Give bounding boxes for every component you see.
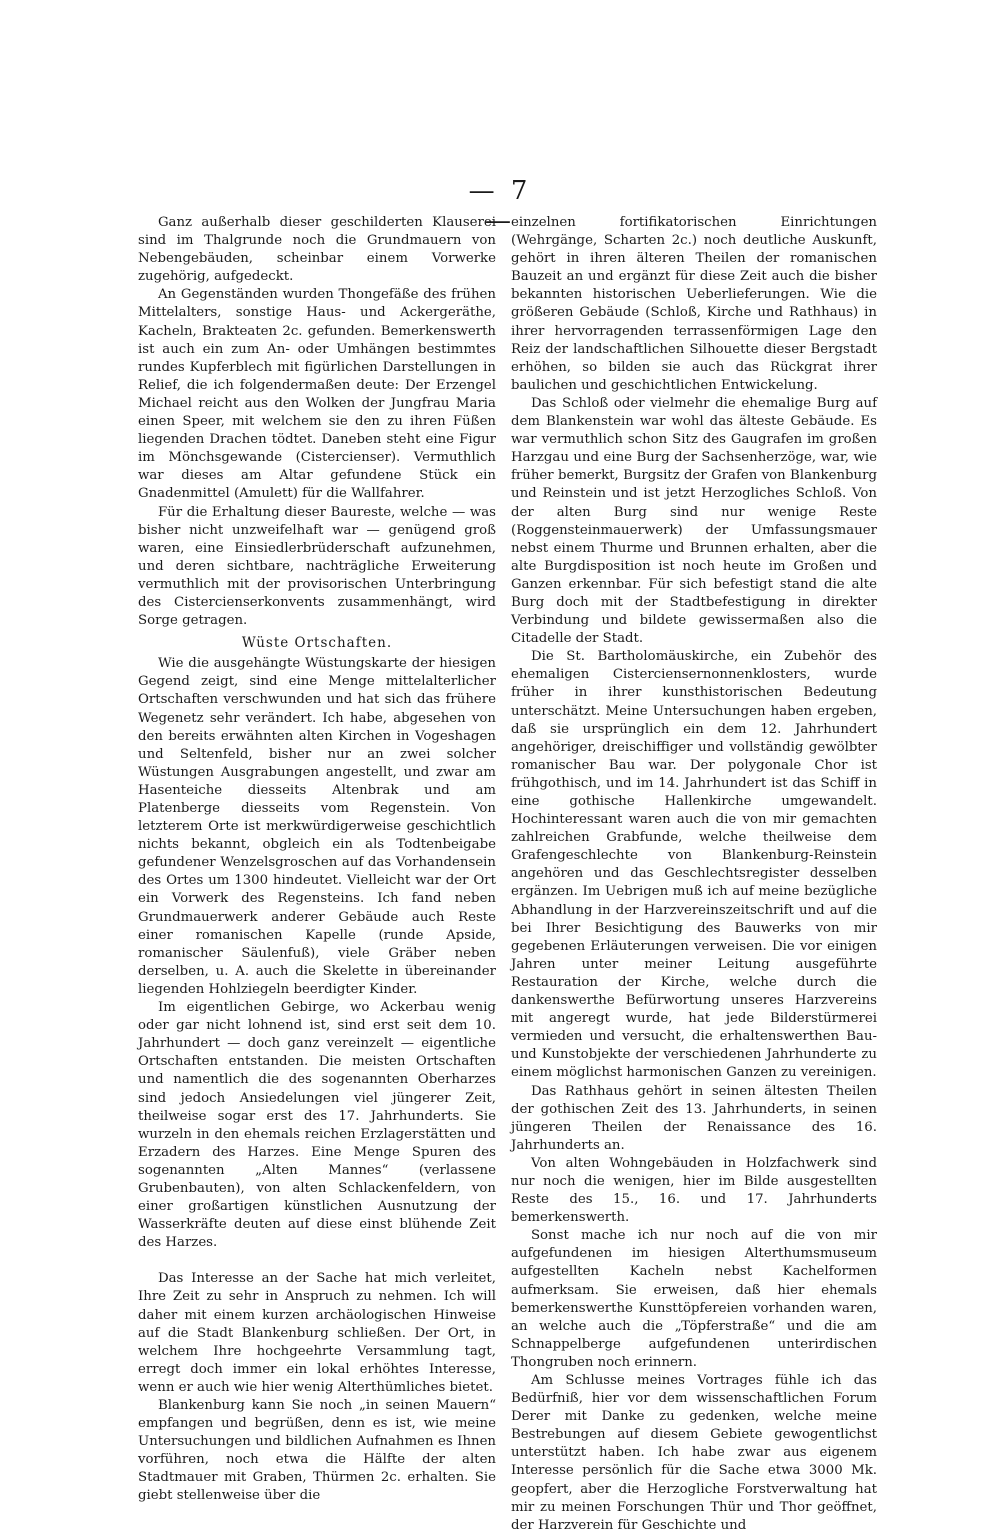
paragraph: einzelnen fortifikatorischen Einrichtungen (Wehrgänge, Scharten 2c.) noch deutliche Auskunft, gehört in ihren älteren Theilen der romanischen Bauzeit an und ergänzt für diese Zeit auch die bisher bekannten historischen Ueberlieferungen. Wie die größeren Gebäude (Schloß, Kirche und Rathhaus) in ihrer hervorragenden terrassenförmigen Lage den Reiz der landschaftlichen Silhouette dieser Bergstadt erhöhen, so bilden sie auch das Rückgrat ihrer baulichen und geschichtlichen Entwickelung. (511, 215, 877, 393)
paragraph: Blankenburg kann Sie noch „in seinen Mauern“ empfangen und begrüßen, denn es ist, wie meine Untersuchungen und bildlichen Aufnahmen es Ihnen vorführen, noch etwa die Hälfte der alten Stadtmauer mit Graben, Thürmen 2c. erhalten. Sie giebt stellenweise über die (138, 1398, 496, 1504)
paragraph: Sonst mache ich nur noch auf die von mir aufgefundenen im hiesigen Alterthumsmuseum aufgestellten Kacheln nebst Kachelformen aufmerksam. Sie erweisen, daß hier ehemals bemerkenswerthe Kunsttöpfereien vorhanden waren, an welche auch die „Töpferstraße“ und die am Schnappelberge aufgefundenen unterirdischen Thongruben noch erinnern. (511, 1228, 877, 1370)
paragraph: Das Rathhaus gehört in seinen ältesten Theilen der gothischen Zeit des 13. Jahrhunderts, in seinen jüngeren Theilen der Renaissance des 16. Jahrhunderts an. (511, 1083, 877, 1153)
paragraph: Ganz außerhalb dieser geschilderten Klauserei sind im Thalgrunde noch die Grundmauern von Nebengebäuden, scheinbar einem Vorwerke zugehörig, aufgedeckt. (138, 215, 496, 285)
paragraph: Am Schlusse meines Vortrages fühle ich das Bedürfniß, hier vor dem wissenschaftlichen Forum Derer mit Danke zu gedenken, welche meine Bestrebungen auf diesem Gebiete gewogentlichst unterstützt haben. Ich habe zwar aus eigenem Interesse persönlich für die Sache etwa 3000 Mk. geopfert, aber die Herzogliche Forstverwaltung hat mir zu meinen Forschungen Thür und Thor geöffnet, der Harzverein für Geschichte und (511, 1373, 877, 1533)
paragraph: Die St. Bartholomäuskirche, ein Zubehör des ehemaligen Cisterciensernonnenklosters, wurde früher in ihrer kunsthistorischen Bedeutung unterschätzt. Meine Untersuchungen haben ergeben, daß sie ursprünglich ein dem 12. Jahrhundert angehöriger, dreischiffiger und vollständig gewölbter romanischer Bau war. Der polygonale Chor ist frühgothisch, und im 14. Jahrhundert ist das Schiff in eine gothische Hallenkirche umgewandelt. Hochinteressant waren auch die von mir gemachten zahlreichen Grabfunde, welche theilweise dem Grafengeschlechte von Blankenburg-Reinstein angehören und das Geschlechtsregister desselben ergänzen. Im Uebrigen muß ich auf meine bezügliche Abhandlung in der Harzvereinszeitschrift und auf die bei Ihrer Besichtigung des Bauwerks von mir gegebenen Erläuterungen verweisen. Die vor einigen Jahren unter meiner Leitung ausgeführte Restauration der Kirche, welche durch die dankenswerthe Befürwortung unseres Harzvereins mit angeregt wurde, hat jede Bilderstürmerei vermieden und versucht, die erhaltenswerthen Bau- und Kunstobjekte der verschiedenen Jahrhunderte zu einem möglichst harmonischen Ganzen zu vereinigen. (511, 649, 877, 1081)
section-heading: Wüste Ortschaften. (241, 635, 393, 652)
left-column (138, 214, 496, 1506)
paragraph: Wie die ausgehängte Wüstungskarte der hiesigen Gegend zeigt, sind eine Menge mittelalterlicher Ortschaften verschwunden und hat sich das frühere Wegenetz sehr verändert. Ich habe, abgesehen von den bereits erwähnten alten Kirchen in Vogeshagen und Seltenfeld, bisher nur an zwei solcher Wüstungen Ausgrabungen angestellt, und zwar am Hasenteiche diesseits Altenbrak und am Platenberge diesseits vom Regenstein. Von letzterem Orte ist merkwürdigerweise geschichtlich nichts bekannt, obgleich ein als Todtenbeigabe gefundener Wenzelsgroschen auf das Vorhandensein des Ortes um 1300 hindeutet. Vielleicht war der Ort ein Vorwerk des Regensteins. Ich fand neben Grundmauerwerk anderer Gebäude auch Reste einer romanischen Kapelle (runde Apside, romanischer Säulenfuß), viele Gräber neben derselben, u. A. auch die Skelette in übereinander liegenden Hohlziegeln beerdigter Kinder. (138, 656, 496, 997)
page-number: — 7 — (468, 176, 532, 236)
paragraph: Im eigentlichen Gebirge, wo Ackerbau wenig oder gar nicht lohnend ist, sind erst seit dem 10. Jahrhundert — doch ganz vereinzelt — eigentliche Ortschaften entstanden. Die meisten Ortschaften und namentlich die des sogenannten Oberharzes sind jedoch Ansiedelungen viel jüngerer Zeit, theilweise sogar erst des 17. Jahrhunderts. Sie wurzeln in den ehemals reichen Erzlagerstätten und Erzadern des Harzes. Eine Menge Spuren des sogenannten „Alten Mannes“ (verlassene Grubenbauten), von alten Schlackenfeldern, von einer großartigen künstlichen Ausnutzung der Wasserkräfte deuten auf diese einst blühende Zeit des Harzes. (138, 1000, 496, 1251)
paragraph: An Gegenständen wurden Thongefäße des frühen Mittelalters, sonstige Haus- und Ackergeräthe, Kacheln, Brakteaten 2c. gefunden. Bemerkenswerth ist auch ein zum An- oder Umhängen bestimmtes rundes Kupferblech mit figürlichen Darstellungen in Relief, die ich folgendermaßen deute: Der Erzengel Michael reicht aus den Wolken der Jungfrau Maria einen Speer, mit welchem sie den zu ihren Füßen liegenden Drachen tödtet. Daneben steht eine Figur im Mönchsgewande (Cistercienser). Vermuthlich war dieses am Altar gefundene Stück ein Gnadenmittel (Amulett) für die Wallfahrer. (138, 287, 496, 502)
paragraph: Für die Erhaltung dieser Baureste, welche — was bisher nicht unzweifelhaft war — genügend groß waren, eine Einsiedlerbrüderschaft aufzunehmen, und deren sichtbare, nachträgliche Erweiterung vermuthlich mit der provisorischen Unterbringung des Cistercienserkonvents zusammenhängt, wird Sorge getragen. (138, 504, 496, 629)
paragraph: Das Schloß oder vielmehr die ehemalige Burg auf dem Blankenstein war wohl das älteste Gebäude. Es war vermuthlich schon Sitz des Gaugrafen im großen Harzgau und eine Burg der Sachsenherzöge, war, wie früher bemerkt, Burgsitz der Grafen von Blankenburg und Reinstein und ist jetzt Herzogliches Schloß. Von der alten Burg sind nur wenige Reste (Roggensteinmauerwerk) der Umfassungsmauer nebst einem Thurme und Brunnen erhalten, aber die alte Burgdisposition ist noch heute im Großen und Ganzen erkennbar. Für sich befestigt stand die alte Burg doch mit der Stadtbefestigung in direkter Verbindung und bildete gewissermaßen also die Citadelle der Stadt. (511, 395, 877, 647)
paragraph: Von alten Wohngebäuden in Holzfachwerk sind nur noch die wenigen, hier im Bilde ausgestellten Reste des 15., 16. und 17. Jahrhunderts bemerkenswerth. (511, 1155, 877, 1226)
paragraph: Das Interesse an der Sache hat mich verleitet, Ihre Zeit zu sehr in Anspruch zu nehmen. Ich will daher mit einem kurzen archäologischen Hinweise auf die Stadt Blankenburg schließen. Der Ort, in welchem Ihre hochgeehrte Versammlung tagt, erregt doch immer ein lokal erhöhtes Interesse, wenn er auch wie hier wenig Alterthümliches bietet. (138, 1271, 496, 1395)
right-column (511, 214, 877, 1535)
